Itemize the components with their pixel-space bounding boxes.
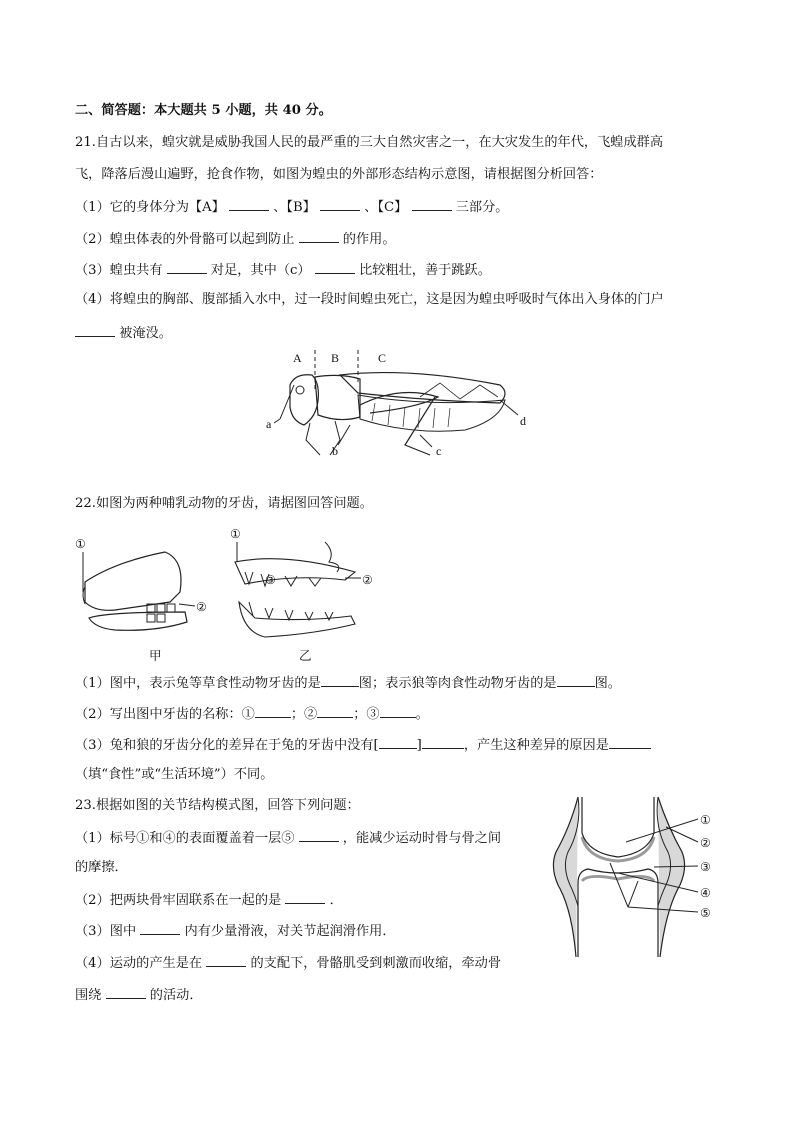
q22-sub3-line2: （填“食性”或“生活环境”）不同。 bbox=[75, 767, 274, 782]
q23-line1: 23.根据如图的关节结构模式图，回答下列问题： bbox=[75, 798, 360, 813]
q21-sub1-text-d: 三部分。 bbox=[455, 200, 509, 215]
q22-sub1-text-b: 图；表示狼等肉食性动物牙齿的是 bbox=[358, 676, 557, 691]
label-b: b bbox=[332, 444, 338, 458]
q23-sub1 bbox=[75, 827, 501, 849]
q23-sub2-text-a: （2）把两块骨牢固联系在一起的是 bbox=[75, 893, 282, 908]
q21-sub1-text-c: 、【C】 bbox=[364, 200, 408, 215]
q22-sub3-text-c: ，产生这种差异的原因是 bbox=[463, 738, 609, 753]
q21-sub3-text-b: 对足，其中（c） bbox=[210, 263, 311, 278]
q21-sub2-text-a: （2）蝗虫体表的外骨骼可以起到防止 bbox=[75, 232, 295, 247]
answer-blank[interactable] bbox=[140, 920, 180, 935]
marker-2: ② bbox=[196, 600, 207, 614]
answer-blank[interactable] bbox=[299, 827, 339, 842]
label-d: d bbox=[520, 414, 526, 428]
q22-sub3-text-b: ] bbox=[416, 738, 422, 753]
answer-blank[interactable] bbox=[285, 889, 325, 904]
teeth-figure-jia bbox=[75, 532, 215, 652]
q21-sub1-text-b: 、【B】 bbox=[273, 200, 316, 215]
joint-marker-4: ④ bbox=[700, 886, 711, 900]
q21-sub3-text-a: （3）蝗虫共有 bbox=[75, 263, 163, 278]
q23-sub4-line2 bbox=[75, 984, 203, 1006]
joint-marker-1: ① bbox=[700, 813, 711, 827]
joint-marker-2: ② bbox=[700, 836, 711, 850]
q22-sub2 bbox=[75, 703, 429, 725]
answer-blank[interactable] bbox=[320, 196, 360, 211]
marker-3: ③ bbox=[265, 573, 276, 587]
answer-blank[interactable] bbox=[229, 196, 269, 211]
label-a: a bbox=[266, 417, 272, 431]
q23-sub4-text-c: 围绕 bbox=[75, 988, 102, 1003]
q22-sub2-text-c: ；③ bbox=[353, 707, 380, 722]
q22-sub3 bbox=[75, 734, 651, 756]
answer-blank[interactable] bbox=[321, 672, 359, 687]
q21-sub1 bbox=[75, 196, 508, 218]
q23-sub1-text-b: ，能减少运动时骨与骨之间 bbox=[342, 831, 502, 846]
marker-2b: ② bbox=[362, 573, 373, 587]
q21-sub3-text-c: 比较粗壮，善于跳跃。 bbox=[359, 263, 491, 278]
q23-sub2-text-b: ． bbox=[329, 893, 343, 908]
answer-blank[interactable] bbox=[317, 703, 353, 718]
grasshopper-figure bbox=[260, 345, 540, 465]
marker-1: ① bbox=[75, 537, 86, 551]
q23-sub1-line2: 的摩擦． bbox=[75, 860, 128, 875]
q22-sub3-text-a: （3）兔和狼的牙齿分化的差异在于兔的牙齿中没有[ bbox=[75, 738, 379, 753]
q23-sub1-text-a: （1）标号①和④的表面覆盖着一层⑤ bbox=[75, 831, 295, 846]
marker-1b: ① bbox=[230, 527, 241, 541]
q21-sub1-text-a: （1）它的身体分为【A】 bbox=[75, 200, 225, 215]
answer-blank[interactable] bbox=[412, 196, 452, 211]
q23-sub3 bbox=[75, 920, 396, 942]
q21-sub2 bbox=[75, 228, 396, 250]
q22-sub1 bbox=[75, 672, 621, 694]
q21-sub2-text-b: 的作用。 bbox=[342, 232, 396, 247]
answer-blank[interactable] bbox=[206, 952, 246, 967]
answer-blank[interactable] bbox=[380, 703, 416, 718]
q22-sub1-text-c: 图。 bbox=[594, 676, 621, 691]
q21-sub3 bbox=[75, 259, 491, 281]
q22-sub2-text-d: 。 bbox=[415, 707, 429, 722]
q21-sub4-text-b: 被淹没。 bbox=[119, 326, 172, 341]
answer-blank[interactable] bbox=[255, 703, 291, 718]
label-B: B bbox=[331, 351, 340, 365]
figure-yi-label: 乙 bbox=[299, 649, 312, 663]
answer-blank[interactable] bbox=[299, 228, 339, 243]
answer-blank[interactable] bbox=[315, 259, 355, 274]
q23-sub3-text-a: （3）图中 bbox=[75, 924, 137, 939]
q21-sub4-line2 bbox=[75, 322, 172, 344]
label-c: c bbox=[436, 444, 442, 458]
section-header: 二、简答题：本大题共 5 小题，共 40 分。 bbox=[75, 103, 332, 118]
answer-blank[interactable] bbox=[609, 734, 651, 749]
figure-jia-label: 甲 bbox=[149, 649, 162, 663]
q22-sub2-text-b: ；② bbox=[290, 707, 318, 722]
q23-sub3-text-b: 内有少量滑液，对关节起润滑作用． bbox=[184, 924, 396, 939]
label-A: A bbox=[293, 351, 302, 365]
answer-blank[interactable] bbox=[167, 259, 207, 274]
q23-sub4-text-d: 的活动． bbox=[149, 988, 203, 1003]
q22-line1: 22.如图为两种哺乳动物的牙齿，请据图回答问题。 bbox=[75, 496, 373, 511]
label-C: C bbox=[378, 351, 387, 365]
answer-blank[interactable] bbox=[422, 734, 464, 749]
q23-sub4-text-b: 的支配下，骨骼肌受到刺激而收缩，牵动骨 bbox=[250, 956, 502, 971]
answer-blank[interactable] bbox=[557, 672, 595, 687]
q23-sub4 bbox=[75, 952, 501, 974]
answer-blank[interactable] bbox=[106, 984, 146, 999]
q21-line1: 21.自古以来，蝗灾就是威胁我国人民的最严重的三大自然灾害之一，在大灾发生的年代，飞蝗成群高 bbox=[75, 135, 664, 150]
joint-marker-5: ⑤ bbox=[700, 906, 711, 920]
joint-figure bbox=[548, 797, 728, 957]
answer-blank[interactable] bbox=[75, 322, 115, 337]
q23-sub4-text-a: （4）运动的产生是在 bbox=[75, 956, 203, 971]
answer-blank[interactable] bbox=[379, 734, 417, 749]
joint-marker-3: ③ bbox=[700, 860, 711, 874]
q21-sub4-line1: （4）将蝗虫的胸部、腹部插入水中，过一段时间蝗虫死亡，这是因为蝗虫呼吸时气体出入身体的门户 bbox=[75, 292, 664, 307]
q21-line2: 飞，降落后漫山遍野，抢食作物，如图为蝗虫的外部形态结构示意图，请根据图分析回答： bbox=[75, 167, 603, 182]
teeth-figure-yi bbox=[225, 522, 385, 652]
q22-sub1-text-a: （1）图中，表示兔等草食性动物牙齿的是 bbox=[75, 676, 321, 691]
q22-sub2-text-a: （2）写出图中牙齿的名称：① bbox=[75, 707, 255, 722]
q23-sub2 bbox=[75, 889, 343, 911]
